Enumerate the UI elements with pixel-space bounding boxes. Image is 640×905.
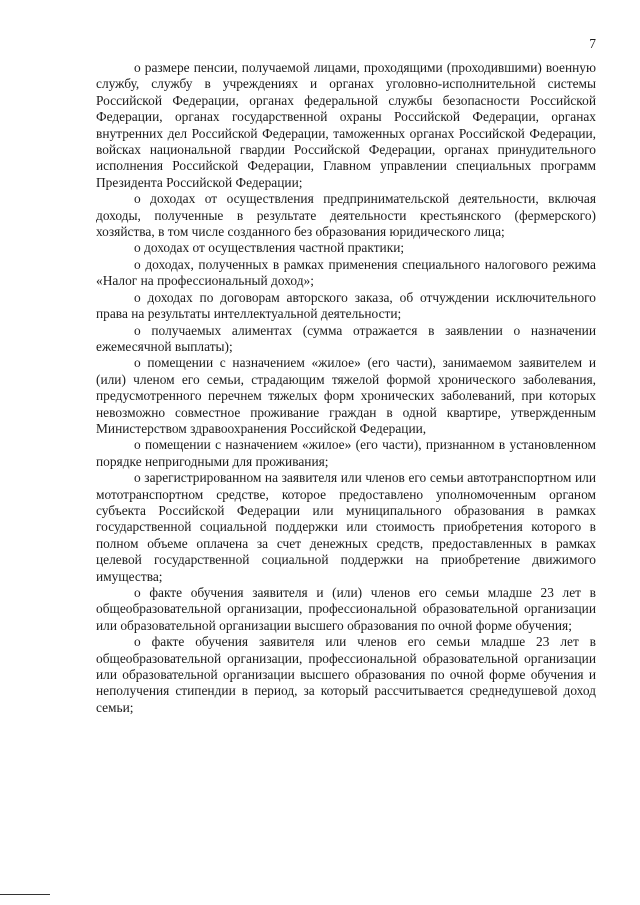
- paragraph-residential-premises-illness: о помещении с назначением «жилое» (его части), занимаемом заявителем и (или) членом его семьи, страдающим тяжелой формой хронического заболевания, предусмотренного перечнем тяжелых форм хронических заболеваний, при которых невозможно совместное проживание граждан в одной квартире, утвержденным Министерством здравоохранения Российской Федерации,: [96, 355, 596, 436]
- paragraph-education-no-stipend: о факте обучения заявителя или членов его семьи младше 23 лет в общеобразовательной организации, профессиональной образовательной организации или образовательной организации высшего образования по очной форме обучения и неполучения стипендии в период, за который рассчитывается среднедушевой доход семьи;: [96, 634, 596, 715]
- footer-divider: [0, 894, 50, 895]
- paragraph-pension: о размере пенсии, получаемой лицами, проходящими (проходившими) военную службу, службу в учреждениях и органах уголовно-исполнительной системы Российской Федерации, органах федеральной службы безопасности Российской Федерации, органах государственной охраны Российской Федерации, органах внутренних дел Российской Федерации, таможенных органах Российской Федерации, войсках национальной гвардии Российской Федерации, органах принудительного исполнения Российской Федерации, Главном управлении специальных программ Президента Российской Федерации;: [96, 60, 596, 190]
- paragraph-private-practice: о доходах от осуществления частной практики;: [134, 240, 405, 256]
- paragraph-unfit-premises: о помещении с назначением «жилое» (его части), признанном в установленном порядке непригодными для проживания;: [96, 437, 596, 469]
- paragraph-education-full-time: о факте обучения заявителя и (или) членов его семьи младше 23 лет в общеобразовательной организации, профессиональной образовательной организации или образовательной организации высшего образования по очной форме обучения;: [96, 585, 596, 633]
- page-number: 7: [589, 36, 596, 51]
- paragraph-business-income: о доходах от осуществления предпринимательской деятельности, включая доходы, полученные в результате деятельности крестьянского (фермерского) хозяйства, в том числе созданного без образования юридического лица;: [96, 191, 596, 240]
- document-body: [96, 60, 596, 716]
- paragraph-vehicle: о зарегистрированном на заявителя или членов его семьи автотранспортном или мототранспортном средстве, которое предоставлено уполномоченным органом субъекта Российской Федерации или муниципального образования в рамках государственной социальной поддержки или стоимость приобретения которого в полном объеме оплачена за счет денежных средств, предоставленных в рамках целевой государственной социальной поддержки на приобретение движимого имущества;: [96, 470, 596, 584]
- paragraph-author-contracts: о доходах по договорам авторского заказа, об отчуждении исключительного права на результаты интеллектуальной деятельности;: [96, 289, 596, 322]
- paragraph-professional-income-tax: о доходах, полученных в рамках применения специального налогового режима «Налог на профессиональный доход»;: [96, 256, 596, 289]
- paragraph-alimony: о получаемых алиментах (сумма отражается в заявлении о назначении ежемесячной выплаты);: [96, 322, 596, 354]
